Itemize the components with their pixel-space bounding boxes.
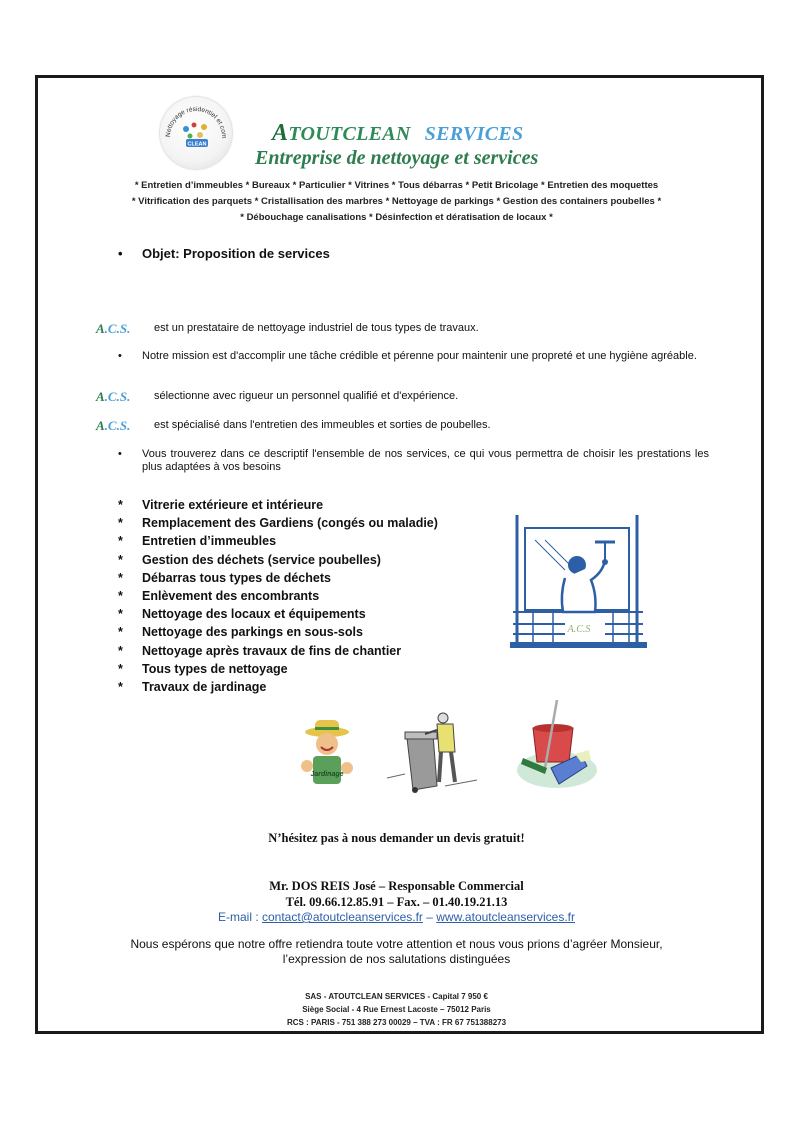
footer-line-2: Siège Social - 4 Rue Ernest Lacoste – 75012 Paris: [302, 1005, 491, 1014]
service-label: Gestion des déchets (service poubelles): [142, 552, 381, 567]
acs-statement-2: [96, 389, 459, 405]
window-cleaner-label: A.C.S: [567, 624, 591, 635]
service-label: Travaux de jardinage: [142, 679, 267, 694]
acs-logo-text: [96, 389, 130, 404]
acs-statement-3: [96, 418, 491, 434]
garbage-bin-icon: [385, 708, 480, 793]
company-tagline: Entreprise de nettoyage et services: [255, 147, 539, 169]
footer-line-1: SAS - ATOUTCLEAN SERVICES - Capital 7 950 €: [305, 992, 488, 1001]
gardener-icon: [295, 718, 360, 788]
acs-statement-1: [96, 321, 479, 337]
bullet-icon: •: [118, 448, 122, 460]
window-cleaner-icon: [505, 510, 655, 655]
service-label: Nettoyage des locaux et équipements: [142, 607, 366, 622]
footer-line-3: RCS : PARIS - 751 388 273 00029 – TVA : FR 67 751388273: [286, 1018, 507, 1027]
service-label: Nettoyage des parkings en sous-sols: [142, 625, 363, 640]
service-label: Entretien d’immeubles: [142, 534, 277, 549]
closing-line-1: Nous espérons que notre offre retiendra toute votre attention et nous vous prions d’agréer Monsieur,: [130, 937, 663, 951]
website-link[interactable]: www.atoutcleanservices.fr: [436, 910, 575, 924]
acs-initial: A: [96, 418, 105, 433]
company-footer: [0, 990, 793, 1029]
email-label: E-mail :: [217, 910, 262, 924]
email-link[interactable]: contact@atoutcleanservices.fr: [262, 910, 423, 924]
cleaning-supplies-illustration: [515, 700, 600, 795]
service-label: Nettoyage après travaux de fins de chantier: [142, 643, 402, 658]
statement-text: est spécialisé dans l'entretien des immeubles et sorties de poubelles.: [154, 419, 491, 431]
contact-separator: –: [422, 910, 437, 924]
acs-rest: .C.S.: [104, 321, 131, 336]
mission-text: Notre mission est d'accomplir une tâche crédible et pérenne pour maintenir une propreté et une hygiène agréable.: [142, 350, 697, 362]
asterisk-icon: *: [118, 607, 123, 622]
window-cleaner-illustration: [505, 510, 655, 655]
brand-name-part2: SERVICES: [424, 123, 524, 145]
asterisk-icon: *: [118, 661, 123, 676]
company-name: [272, 120, 523, 147]
services-summary-line-2: * Vitrification des parquets * Cristallisation des marbres * Nettoyage de parkings * Gestion des containers poubelles *: [131, 196, 662, 207]
acs-rest: .C.S.: [104, 418, 131, 433]
contact-email-row: [0, 910, 793, 924]
statement-text: sélectionne avec rigueur un personnel qualifié et d'expérience.: [154, 390, 459, 402]
service-label: Débarras tous types de déchets: [142, 570, 331, 585]
asterisk-icon: *: [118, 679, 123, 694]
asterisk-icon: *: [118, 516, 123, 531]
brand-name-part1: TOUTCLEAN: [288, 123, 411, 145]
bin-worker-illustration: [385, 708, 480, 793]
asterisk-icon: *: [118, 588, 123, 603]
acs-logo-text: [96, 418, 130, 433]
asterisk-icon: *: [118, 552, 123, 567]
brand-initial: A: [272, 120, 289, 146]
asterisk-icon: *: [118, 625, 123, 640]
asterisk-icon: *: [118, 643, 123, 658]
free-quote-cta: N’hésitez pas à nous demander un devis gratuit!: [268, 831, 525, 845]
acs-initial: A: [96, 389, 105, 404]
asterisk-icon: *: [118, 534, 123, 549]
gardener-label: Jardinage: [310, 771, 344, 778]
company-logo-badge: [160, 97, 232, 169]
bucket-mop-icon: [515, 700, 600, 795]
gardener-illustration: [295, 718, 360, 788]
service-label: Remplacement des Gardiens (congés ou maladie): [142, 516, 438, 531]
closing-paragraph: [0, 937, 793, 967]
acs-logo-text: [96, 321, 130, 336]
logo-center-text: CLEAN: [187, 141, 207, 148]
service-label: Vitrerie extérieure et intérieure: [142, 498, 324, 512]
services-summary-line-1: * Entretien d’immeubles * Bureaux * Particulier * Vitrines * Tous débarras * Petit Bricolage * Entretien des moquettes: [134, 180, 659, 191]
logo-graphic-icon: [160, 97, 232, 169]
bullet-icon: •: [118, 246, 123, 261]
services-summary-line-3: * Débouchage canalisations * Désinfection et dératisation de locaux *: [240, 212, 553, 223]
asterisk-icon: *: [118, 570, 123, 585]
service-label: Enlèvement des encombrants: [142, 588, 320, 603]
contact-name: Mr. DOS REIS José – Responsable Commercial: [269, 879, 524, 893]
logo-arc-text: Nettoyage résidentiel et com: [164, 105, 228, 139]
acs-rest: .C.S.: [104, 389, 131, 404]
asterisk-icon: *: [118, 498, 123, 512]
bullet-icon: •: [118, 350, 122, 362]
services-intro-text: Vous trouverez dans ce descriptif l'ensemble de nos services, ce qui vous permettra de choisir les prestations les plus adaptées à vos besoins: [142, 448, 709, 473]
service-label: Tous types de nettoyage: [142, 661, 288, 676]
contact-phone: Tél. 09.66.12.85.91 – Fax. – 01.40.19.21.13: [285, 895, 508, 909]
acs-initial: A: [96, 321, 105, 336]
subject-text: Objet: Proposition de services: [142, 246, 330, 261]
closing-line-2: l’expression de nos salutations distinguées: [282, 952, 511, 966]
statement-text: est un prestataire de nettoyage industriel de tous types de travaux.: [154, 322, 479, 334]
